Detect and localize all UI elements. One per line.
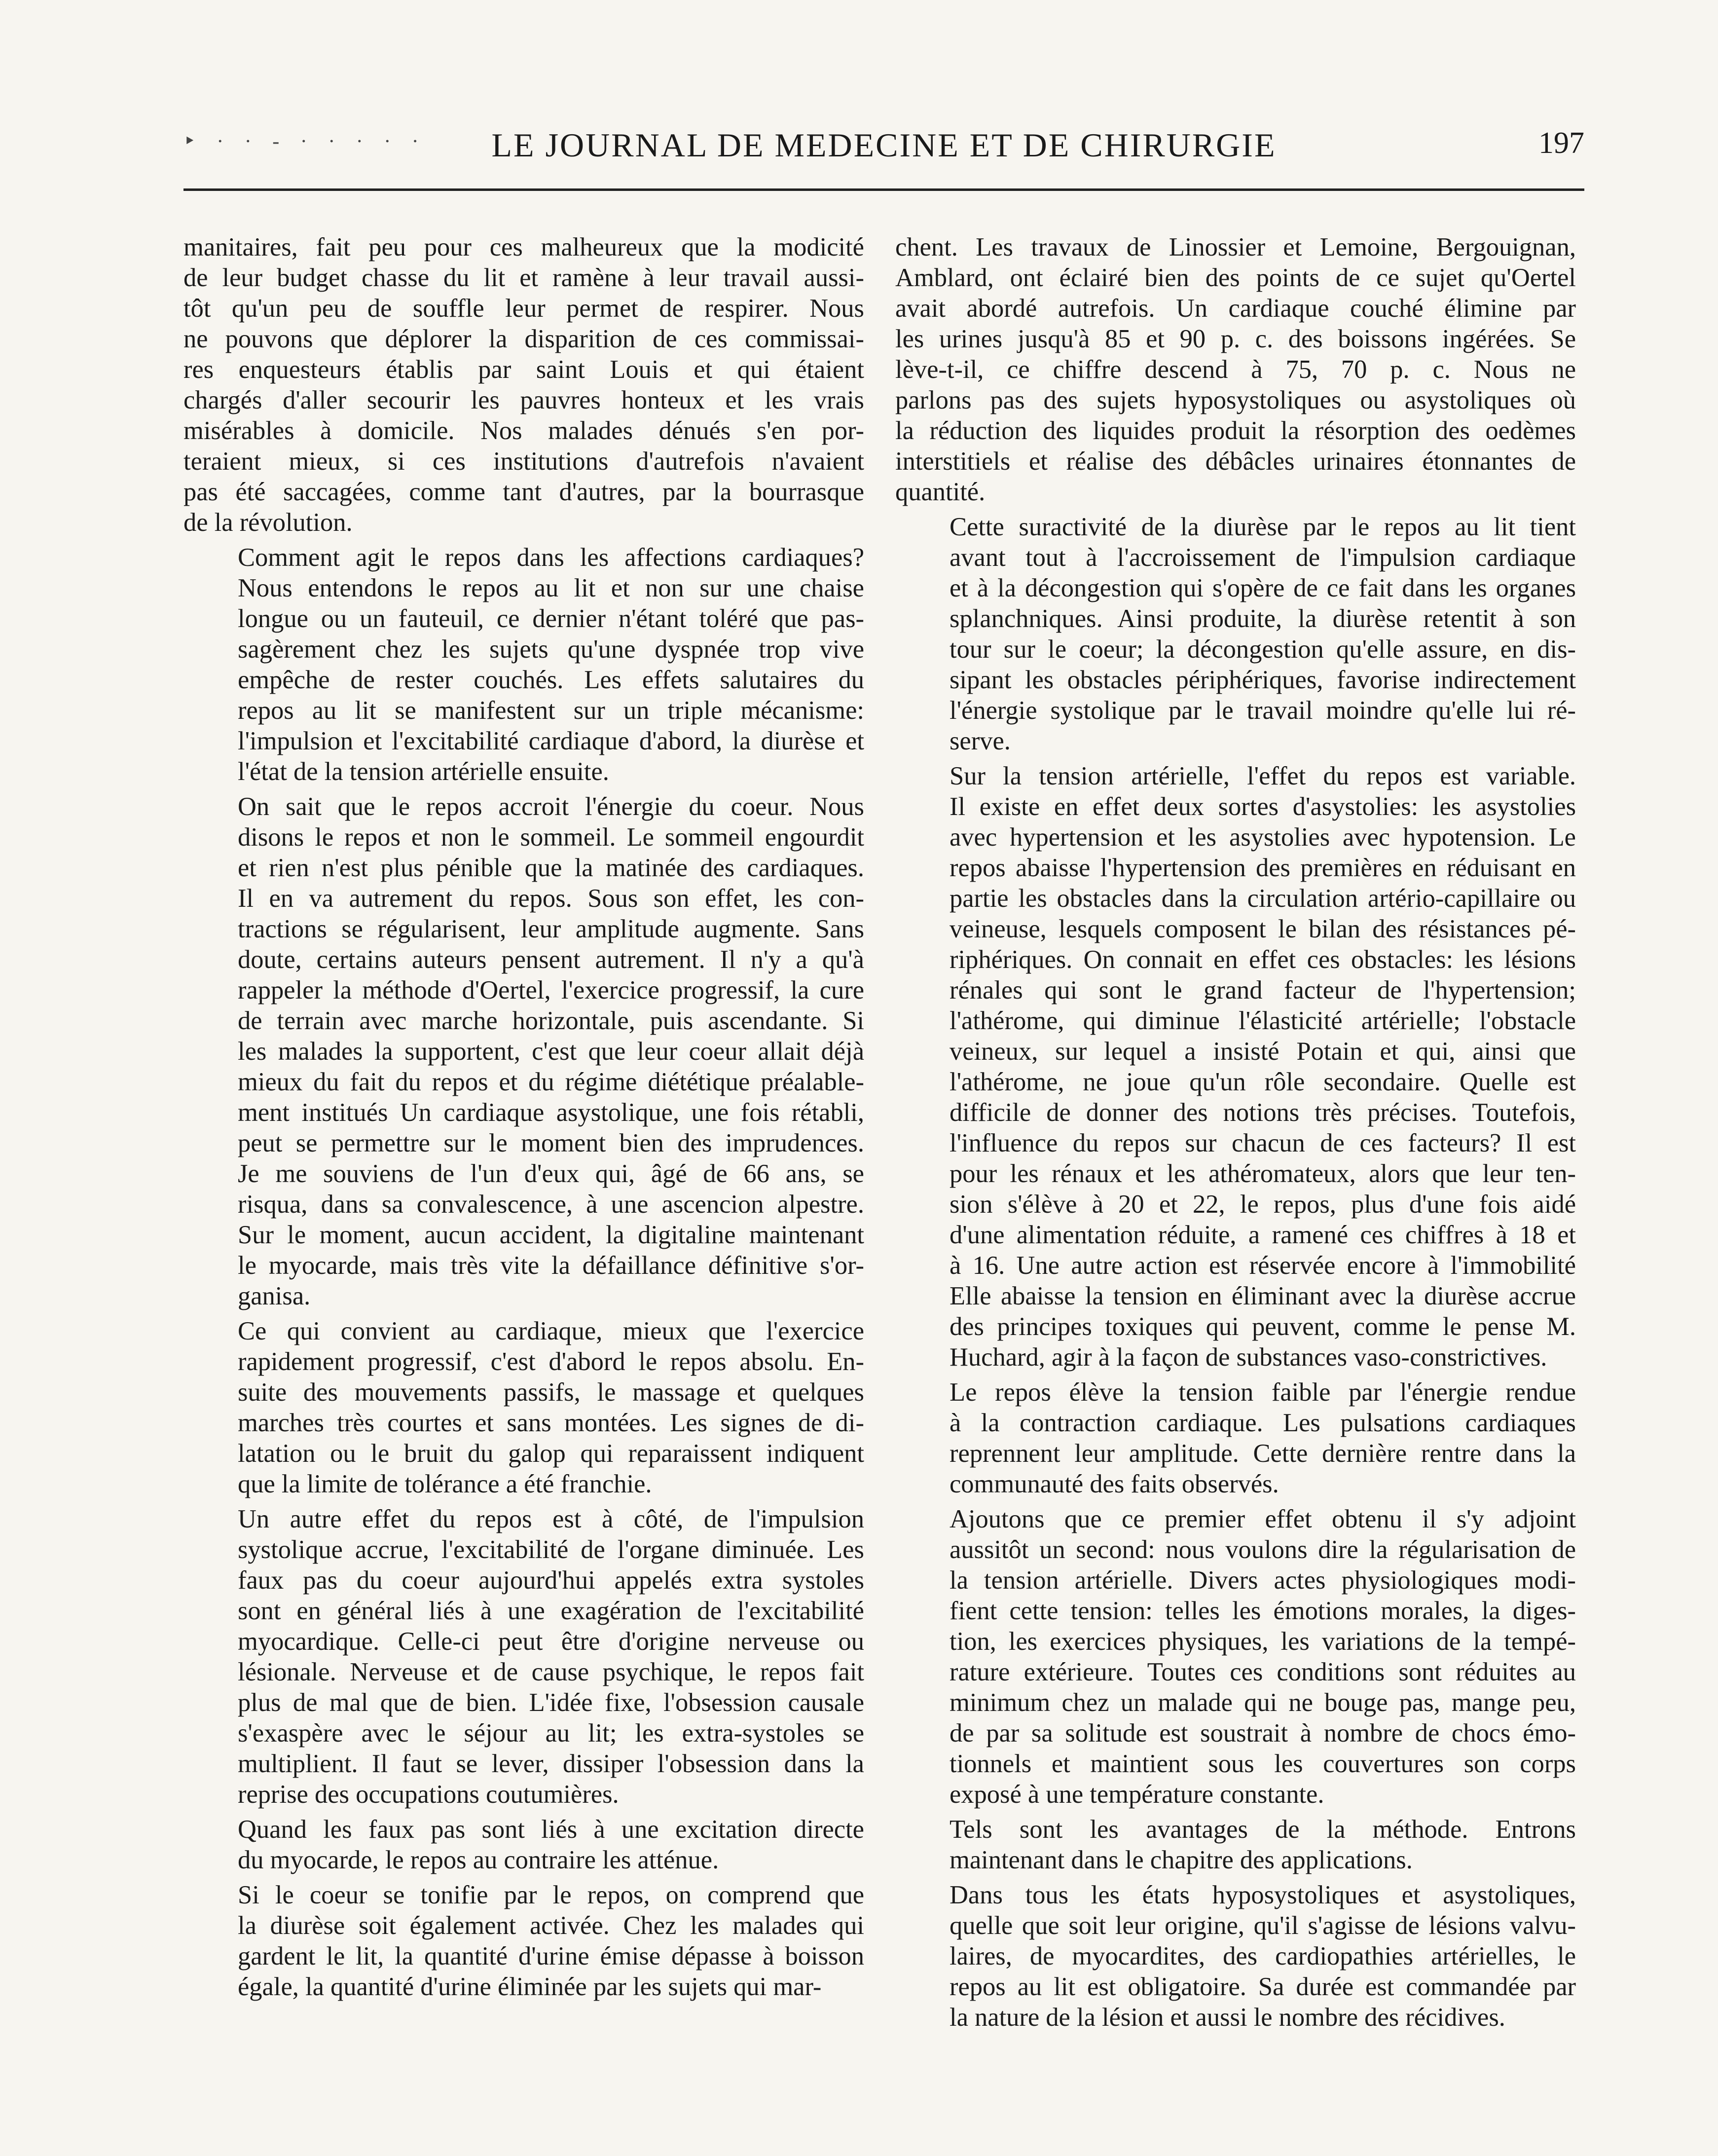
text-line: le myocarde, mais très vite la défaillance définitive s'or- xyxy=(238,1251,864,1280)
header-printer-marks: ‣ · · - · · · · · xyxy=(183,130,427,153)
text-line: rénales qui sont le grand facteur de l'hypertension; xyxy=(950,976,1576,1004)
text-line: à 16. Une autre action est réservée encore à l'immobilité xyxy=(950,1251,1576,1280)
text-line: l'énergie systolique par le travail moindre qu'elle lui ré- xyxy=(950,696,1576,725)
page-number: 197 xyxy=(1538,126,1584,160)
text-line: On sait que le repos accroit l'énergie du coeur. Nous xyxy=(238,792,864,821)
text-line: faux pas du coeur aujourd'hui appelés extra systoles xyxy=(238,1566,864,1595)
text-line: veineux, sur lequel a insisté Potain et qui, ainsi que xyxy=(950,1037,1576,1066)
text-line: avec hypertension et les asystolies avec hypotension. Le xyxy=(950,823,1576,852)
text-line: et rien n'est plus pénible que la matinée des cardiaques. xyxy=(238,854,864,882)
text-line: res enquesteurs établis par saint Louis et qui étaient xyxy=(183,355,864,384)
paragraph xyxy=(183,791,864,1311)
text-line: Tels sont les avantages de la méthode. Entrons xyxy=(950,1815,1576,1844)
text-line: la diurèse soit également activée. Chez les malades qui xyxy=(238,1911,864,1940)
text-line: de terrain avec marche horizontale, puis ascendante. Si xyxy=(238,1006,864,1035)
text-line: Le repos élève la tension faible par l'énergie rendue xyxy=(950,1378,1576,1407)
text-line: reprise des occupations coutumières. xyxy=(238,1780,619,1809)
text-line: maintenant dans le chapitre des applications. xyxy=(950,1846,1413,1874)
text-line: systolique accrue, l'excitabilité de l'organe diminuée. Les xyxy=(238,1535,864,1564)
text-line: tôt qu'un peu de souffle leur permet de respirer. Nous xyxy=(183,294,864,323)
text-line: de la révolution. xyxy=(183,508,353,537)
text-line: difficile de donner des notions très précises. Toutefois, xyxy=(950,1098,1576,1127)
text-line: Elle abaisse la tension en éliminant avec la diurèse accrue xyxy=(950,1282,1576,1310)
text-line: exposé à une température constante. xyxy=(950,1780,1324,1809)
paragraph xyxy=(895,1880,1576,2033)
text-line: tion, les exercices physiques, les variations de la tempé- xyxy=(950,1627,1576,1656)
text-line: reprennent leur amplitude. Cette dernière rentre dans la xyxy=(950,1439,1576,1468)
text-line: quelle que soit leur origine, qu'il s'agisse de lésions valvu- xyxy=(950,1911,1576,1940)
text-line: pour les rénaux et les athéromateux, alors que leur ten- xyxy=(950,1159,1576,1188)
paragraph xyxy=(895,1814,1576,1875)
text-line: Nous entendons le repos au lit et non sur une chaise xyxy=(238,574,864,602)
text-line: lésionale. Nerveuse et de cause psychique, le repos fait xyxy=(238,1658,864,1686)
text-line: manitaires, fait peu pour ces malheureux que la modicité xyxy=(183,233,864,261)
text-line: Sur la tension artérielle, l'effet du repos est variable. xyxy=(950,762,1576,790)
paragraph xyxy=(895,761,1576,1373)
text-line: du myocarde, le repos au contraire les atténue. xyxy=(238,1846,719,1874)
header-rule xyxy=(183,188,1584,191)
text-line: Amblard, ont éclairé bien des points de ce sujet qu'Oertel xyxy=(895,263,1576,292)
text-line: la réduction des liquides produit la résorption des oedèmes xyxy=(895,416,1576,445)
text-line: gardent le lit, la quantité d'urine émise dépasse à boisson xyxy=(238,1942,864,1970)
text-line: Il existe en effet deux sortes d'asystolies: les asystolies xyxy=(950,792,1576,821)
text-line: repos abaisse l'hypertension des premières en réduisant en xyxy=(950,854,1576,882)
text-line: avant tout à l'accroissement de l'impulsion cardiaque xyxy=(950,543,1576,572)
text-line: quantité. xyxy=(895,478,986,506)
text-line: l'impulsion et l'excitabilité cardiaque d'abord, la diurèse et xyxy=(238,727,864,755)
paragraph xyxy=(895,1377,1576,1499)
text-line: Je me souviens de l'un d'eux qui, âgé de 66 ans, se xyxy=(238,1159,864,1188)
text-line: parlons pas des sujets hyposystoliques ou asystoliques où xyxy=(895,386,1576,414)
text-line: sipant les obstacles périphériques, favorise indirectement xyxy=(950,666,1576,694)
text-line: tionnels et maintient sous les couvertures son corps xyxy=(950,1749,1576,1778)
paragraph xyxy=(895,1504,1576,1810)
text-line: égale, la quantité d'urine éliminée par les sujets qui mar- xyxy=(238,1972,822,2001)
text-line: Quand les faux pas sont liés à une excitation directe xyxy=(238,1815,864,1844)
text-line: Un autre effet du repos est à côté, de l'impulsion xyxy=(238,1505,864,1533)
text-line: et à la décongestion qui s'opère de ce fait dans les organes xyxy=(950,574,1576,602)
text-line: serve. xyxy=(950,727,1011,755)
text-line: avait abordé autrefois. Un cardiaque couché élimine par xyxy=(895,294,1576,323)
paragraph xyxy=(895,512,1576,756)
text-line: suite des mouvements passifs, le massage et quelques xyxy=(238,1378,864,1407)
text-line: Ce qui convient au cardiaque, mieux que l'exercice xyxy=(238,1317,864,1345)
text-line: rapidement progressif, c'est d'abord le repos absolu. En- xyxy=(238,1347,864,1376)
paragraph xyxy=(895,232,1576,507)
text-line: l'athérome, ne joue qu'un rôle secondaire. Quelle est xyxy=(950,1068,1576,1096)
paragraph xyxy=(183,542,864,787)
text-line: Huchard, agir à la façon de substances vaso-constrictives. xyxy=(950,1343,1547,1372)
text-line: tractions se régularisent, leur amplitude augmente. Sans xyxy=(238,915,864,943)
text-line: fient cette tension: telles les émotions morales, la diges- xyxy=(950,1597,1576,1625)
text-line: Comment agit le repos dans les affections cardiaques? xyxy=(238,543,864,572)
text-line: riphériques. On connait en effet ces obstacles: les lésions xyxy=(950,945,1576,974)
text-line: d'une alimentation réduite, a ramené ces chiffres à 18 et xyxy=(950,1221,1576,1249)
running-header xyxy=(183,126,1584,165)
text-line: Cette suractivité de la diurèse par le repos au lit tient xyxy=(950,513,1576,541)
paragraph xyxy=(183,1504,864,1810)
paragraph xyxy=(183,1880,864,2002)
text-line: sion s'élève à 20 et 22, le repos, plus d'une fois aidé xyxy=(950,1190,1576,1219)
text-line: mieux du fait du repos et du régime diététique préalable- xyxy=(238,1068,864,1096)
text-line: empêche de rester couchés. Les effets salutaires du xyxy=(238,666,864,694)
text-line: marches très courtes et sans montées. Les signes de di- xyxy=(238,1409,864,1437)
text-line: doute, certains auteurs pensent autrement. Il n'y a qu'à xyxy=(238,945,864,974)
text-line: rature extérieure. Toutes ces conditions sont réduites au xyxy=(950,1658,1576,1686)
text-line: l'état de la tension artérielle ensuite. xyxy=(238,757,609,786)
text-line: que la limite de tolérance a été franchie. xyxy=(238,1470,652,1498)
text-line: multiplient. Il faut se lever, dissiper l'obsession dans la xyxy=(238,1749,864,1778)
text-line: repos au lit est obligatoire. Sa durée est commandée par xyxy=(950,1972,1576,2001)
text-line: Ajoutons que ce premier effet obtenu il s'y adjoint xyxy=(950,1505,1576,1533)
text-line: la tension artérielle. Divers actes physiologiques modi- xyxy=(950,1566,1576,1595)
text-line: veineuse, lesquels composent le bilan des résistances pé- xyxy=(950,915,1576,943)
text-line: les malades la supportent, c'est que leur coeur allait déjà xyxy=(238,1037,864,1066)
text-line: lève-t-il, ce chiffre descend à 75, 70 p. c. Nous ne xyxy=(895,355,1576,384)
text-line: de leur budget chasse du lit et ramène à leur travail aussi- xyxy=(183,263,864,292)
text-line: splanchniques. Ainsi produite, la diurèse retentit à son xyxy=(950,604,1576,633)
text-line: ganisa. xyxy=(238,1282,311,1310)
text-line: myocardique. Celle-ci peut être d'origine nerveuse ou xyxy=(238,1627,864,1656)
paragraph xyxy=(183,1814,864,1875)
text-line: peut se permettre sur le moment bien des imprudences. xyxy=(238,1129,864,1157)
text-line: la nature de la lésion et aussi le nombre des récidives. xyxy=(950,2003,1505,2032)
text-line: risqua, dans sa convalescence, à une ascencion alpestre. xyxy=(238,1190,864,1219)
text-line: teraient mieux, si ces institutions d'autrefois n'avaient xyxy=(183,447,864,476)
text-line: Sur le moment, aucun accident, la digitaline maintenant xyxy=(238,1221,864,1249)
text-line: à la contraction cardiaque. Les pulsations cardiaques xyxy=(950,1409,1576,1437)
text-line: laires, de myocardites, des cardiopathies artérielles, le xyxy=(950,1942,1576,1970)
text-line: sont en général liés à une exagération de l'excitabilité xyxy=(238,1597,864,1625)
text-line: les urines jusqu'à 85 et 90 p. c. des boissons ingérées. Se xyxy=(895,325,1576,353)
text-line: chargés d'aller secourir les pauvres honteux et les vrais xyxy=(183,386,864,414)
journal-title: LE JOURNAL DE MEDECINE ET DE CHIRURGIE xyxy=(491,126,1277,164)
text-line: minimum chez un malade qui ne bouge pas, mange peu, xyxy=(950,1688,1576,1717)
text-line: latation ou le bruit du galop qui reparaissent indiquent xyxy=(238,1439,864,1468)
text-line: de par sa solitude est soustrait à nombre de chocs émo- xyxy=(950,1719,1576,1747)
text-line: misérables à domicile. Nos malades dénués s'en por- xyxy=(183,416,864,445)
text-line: Si le coeur se tonifie par le repos, on comprend que xyxy=(238,1881,864,1909)
text-line: ment institués Un cardiaque asystolique, une fois rétabli, xyxy=(238,1098,864,1127)
paragraph xyxy=(183,1316,864,1499)
paragraph xyxy=(183,232,864,538)
text-line: sagèrement chez les sujets qu'une dyspnée trop vive xyxy=(238,635,864,664)
text-line: longue ou un fauteuil, ce dernier n'étant toléré que pas- xyxy=(238,604,864,633)
text-line: des principes toxiques qui peuvent, comme le pense M. xyxy=(950,1312,1576,1341)
left-column xyxy=(183,232,864,2007)
text-line: s'exaspère avec le séjour au lit; les extra-systoles se xyxy=(238,1719,864,1747)
text-line: interstitiels et réalise des débâcles urinaires étonnantes de xyxy=(895,447,1576,476)
text-line: partie les obstacles dans la circulation artério-capillaire ou xyxy=(950,884,1576,913)
text-line: repos au lit se manifestent sur un triple mécanisme: xyxy=(238,696,864,725)
text-line: plus de mal que de bien. L'idée fixe, l'obsession causale xyxy=(238,1688,864,1717)
text-line: aussitôt un second: nous voulons dire la régularisation de xyxy=(950,1535,1576,1564)
text-line: Dans tous les états hyposystoliques et asystoliques, xyxy=(950,1881,1576,1909)
text-line: Il en va autrement du repos. Sous son effet, les con- xyxy=(238,884,864,913)
text-line: chent. Les travaux de Linossier et Lemoine, Bergouignan, xyxy=(895,233,1576,261)
text-line: disons le repos et non le sommeil. Le sommeil engourdit xyxy=(238,823,864,852)
text-line: pas été saccagées, comme tant d'autres, par la bourrasque xyxy=(183,478,864,506)
text-line: communauté des faits observés. xyxy=(950,1470,1279,1498)
text-line: tour sur le coeur; la décongestion qu'elle assure, en dis- xyxy=(950,635,1576,664)
text-line: rappeler la méthode d'Oertel, l'exercice progressif, la cure xyxy=(238,976,864,1004)
right-column xyxy=(895,232,1576,2037)
text-line: ne pouvons que déplorer la disparition de ces commissai- xyxy=(183,325,864,353)
text-line: l'influence du repos sur chacun de ces facteurs? Il est xyxy=(950,1129,1576,1157)
text-line: l'athérome, qui diminue l'élasticité artérielle; l'obstacle xyxy=(950,1006,1576,1035)
